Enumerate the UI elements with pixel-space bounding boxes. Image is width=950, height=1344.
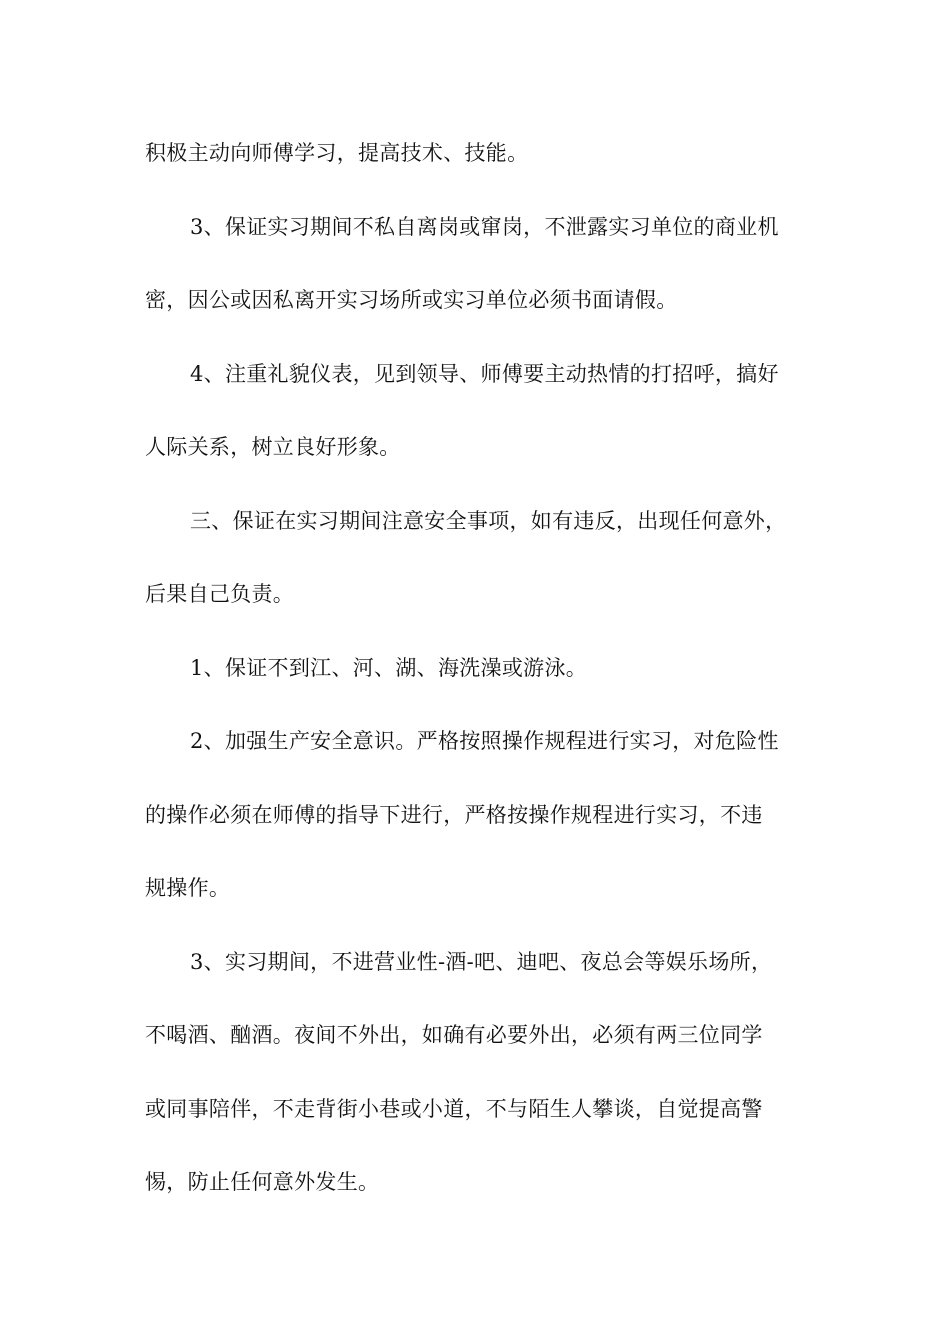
text-line: 3、实习期间，不进营业性-酒-吧、迪吧、夜总会等娱乐场所，	[190, 949, 773, 974]
text-line: 1、保证不到江、河、湖、海洗澡或游泳。	[190, 655, 588, 680]
text-line: 3、保证实习期间不私自离岗或窜岗，不泄露实习单位的商业机	[190, 214, 779, 239]
text-line: 密，因公或因私离开实习场所或实习单位必须书面请假。	[145, 288, 678, 312]
text-line: 惕，防止任何意外发生。	[145, 1170, 380, 1194]
text-line: 的操作必须在师傅的指导下进行，严格按操作规程进行实习，不违	[145, 802, 763, 827]
text-line: 或同事陪伴，不走背街小巷或小道，不与陌生人攀谈，自觉提高警	[145, 1096, 763, 1121]
text-line: 规操作。	[145, 876, 231, 900]
text-line: 4、注重礼貌仪表，见到领导、师傅要主动热情的打招呼，搞好	[190, 361, 779, 386]
text-line: 后果自己负责。	[145, 582, 295, 606]
text-line: 人际关系，树立良好形象。	[145, 435, 401, 459]
text-line: 2、加强生产安全意识。严格按照操作规程进行实习，对危险性	[190, 729, 779, 753]
text-line: 不喝酒、酗酒。夜间不外出，如确有必要外出，必须有两三位同学	[145, 1023, 763, 1047]
text-line: 积极主动向师傅学习，提高技术、技能。	[145, 141, 529, 165]
section-heading-line: 三、保证在实习期间注意安全事项，如有违反，出现任何意外，	[190, 508, 787, 533]
document-body	[145, 132, 825, 1235]
